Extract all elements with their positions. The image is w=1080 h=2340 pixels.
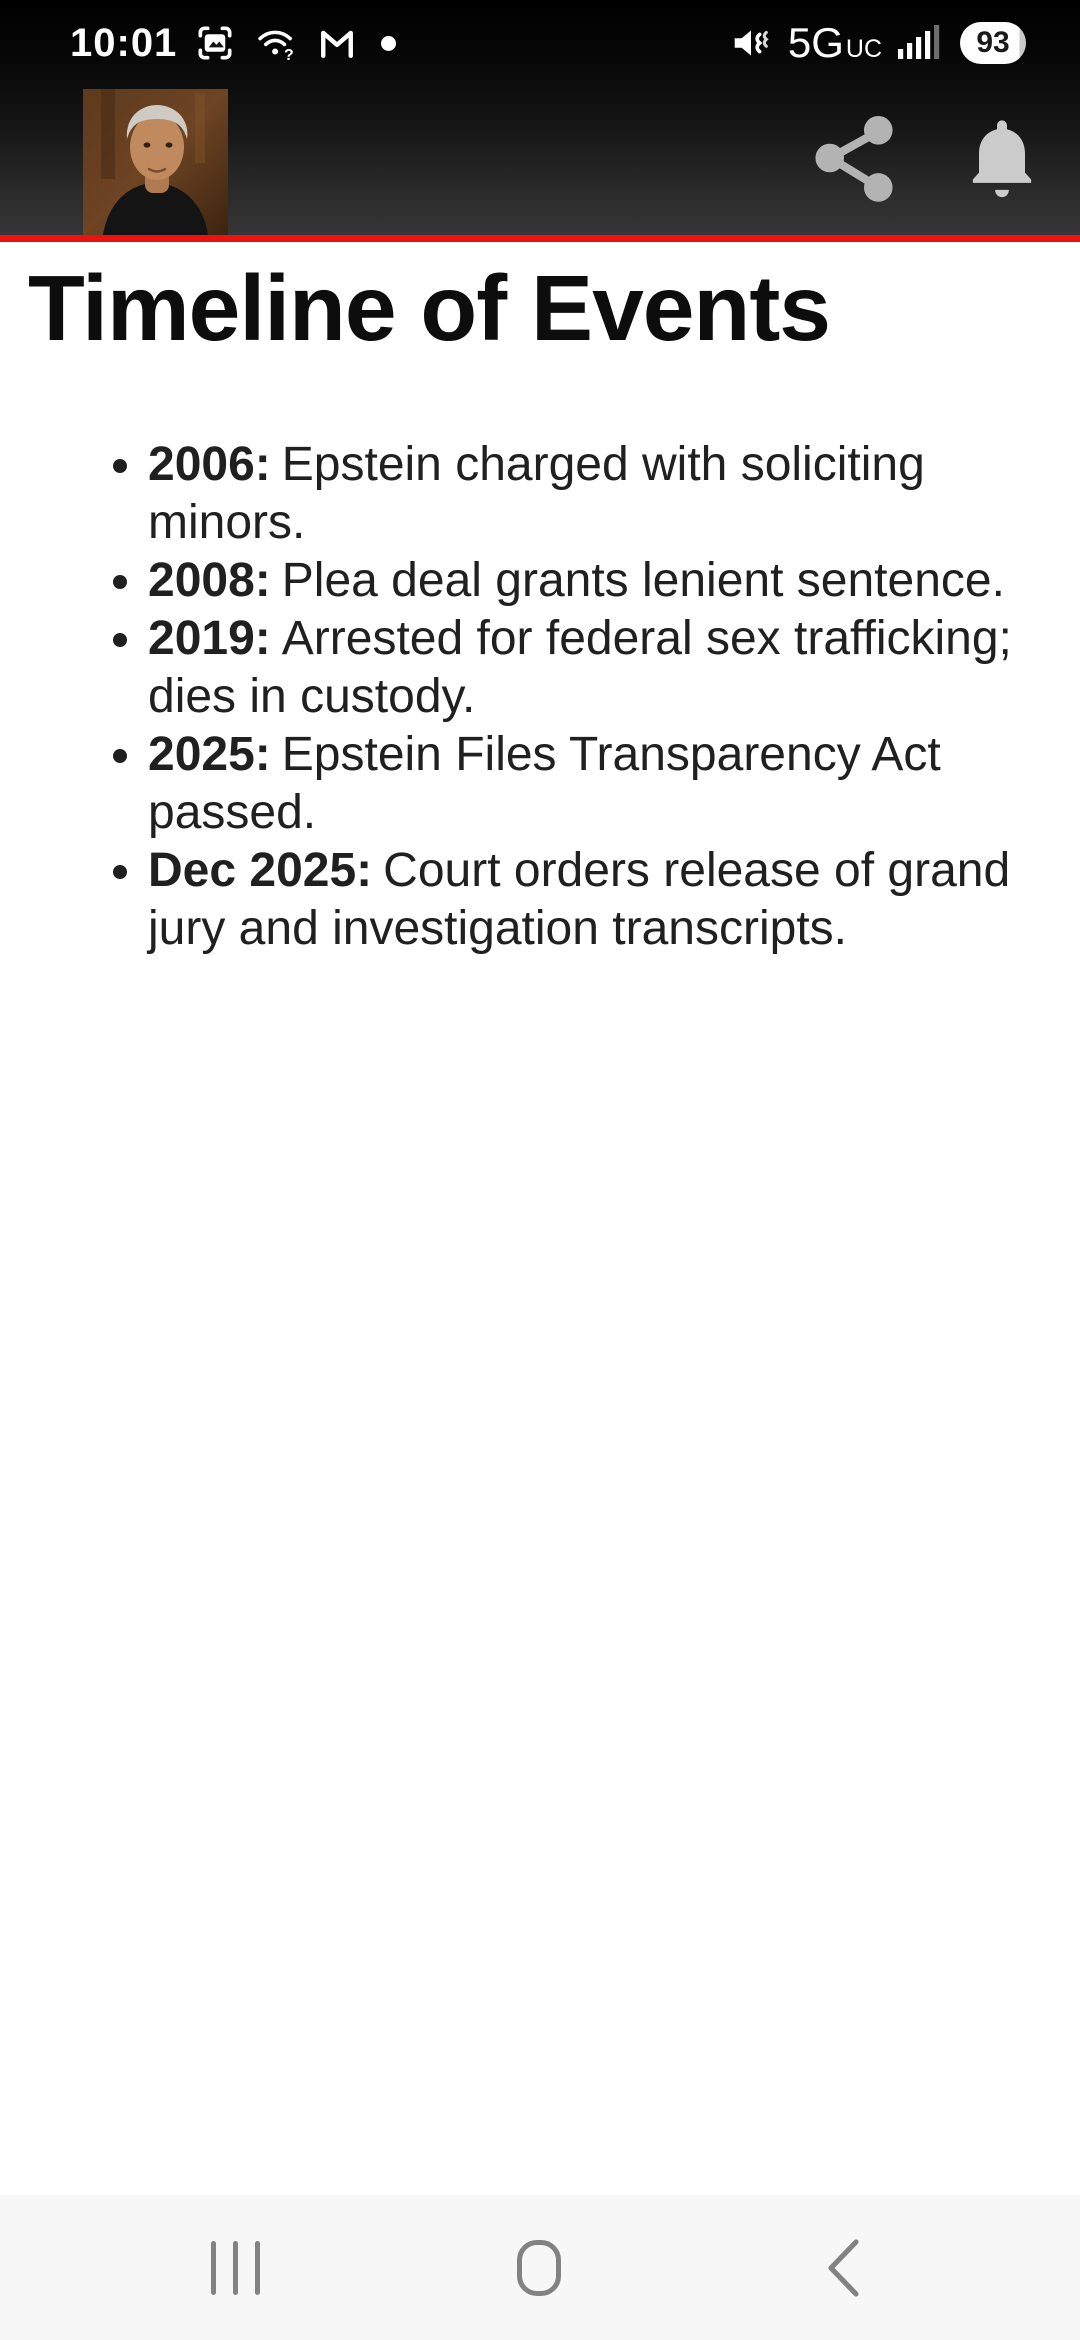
- system-nav-bar: [0, 2195, 1080, 2340]
- notification-dot: [381, 36, 396, 51]
- timeline-item: [148, 726, 1066, 842]
- recents-icon: [211, 2241, 260, 2295]
- back-button[interactable]: [808, 2233, 878, 2303]
- event-text: Arrested for federal sex trafficking; dies in custody.: [148, 612, 1012, 724]
- screenshot-capture-icon: [193, 21, 237, 65]
- event-text: Epstein Files Transparency Act passed.: [148, 728, 941, 840]
- timeline-list: [28, 436, 1066, 958]
- timeline-item: [148, 610, 1066, 726]
- battery-percent: 93: [976, 26, 1010, 59]
- event-year: 2008:: [148, 554, 271, 608]
- app-header: [0, 80, 1080, 235]
- event-text: Plea deal grants lenient sentence.: [281, 554, 1005, 608]
- home-button[interactable]: [504, 2233, 574, 2303]
- recents-button[interactable]: [200, 2233, 270, 2303]
- back-chevron-icon: [824, 2238, 862, 2298]
- event-text: Epstein charged with soliciting minors.: [148, 438, 925, 550]
- accent-divider: [0, 235, 1080, 242]
- notifications-bell-icon[interactable]: [956, 107, 1048, 209]
- network-qualifier: UC: [845, 35, 882, 63]
- event-year: Dec 2025:: [148, 844, 373, 898]
- wifi-question-icon: [253, 21, 299, 65]
- clock: 10:01: [70, 20, 178, 65]
- status-bar-right: [728, 19, 1026, 67]
- event-text: Court orders release of grand jury and investigation transcripts.: [148, 844, 1011, 956]
- recents-bar: [255, 2241, 260, 2295]
- timeline-item: [148, 842, 1066, 958]
- network-type: [788, 19, 882, 67]
- status-bar: [0, 0, 1080, 80]
- event-year: 2019:: [148, 612, 271, 666]
- battery-pill: [960, 22, 1026, 64]
- event-year: 2025:: [148, 728, 271, 782]
- network-label: 5G: [787, 19, 844, 66]
- home-icon: [517, 2240, 561, 2296]
- svg-text:?: ?: [284, 46, 294, 64]
- recents-bar: [233, 2241, 238, 2295]
- avatar[interactable]: [83, 89, 228, 235]
- page-title: Timeline of Events: [28, 256, 831, 360]
- timeline-item: [148, 436, 1066, 552]
- mute-vibrate-icon: [728, 20, 774, 66]
- top-chrome: [0, 0, 1080, 235]
- share-icon[interactable]: [802, 106, 906, 210]
- timeline-item: [148, 552, 1066, 610]
- menu-icon[interactable]: [22, 130, 62, 185]
- signal-strength-icon: [896, 21, 946, 65]
- event-year: 2006:: [148, 438, 271, 492]
- status-bar-left: [70, 21, 396, 66]
- article-content: [0, 258, 1080, 958]
- recents-bar: [211, 2241, 216, 2295]
- gmail-icon: [315, 21, 359, 65]
